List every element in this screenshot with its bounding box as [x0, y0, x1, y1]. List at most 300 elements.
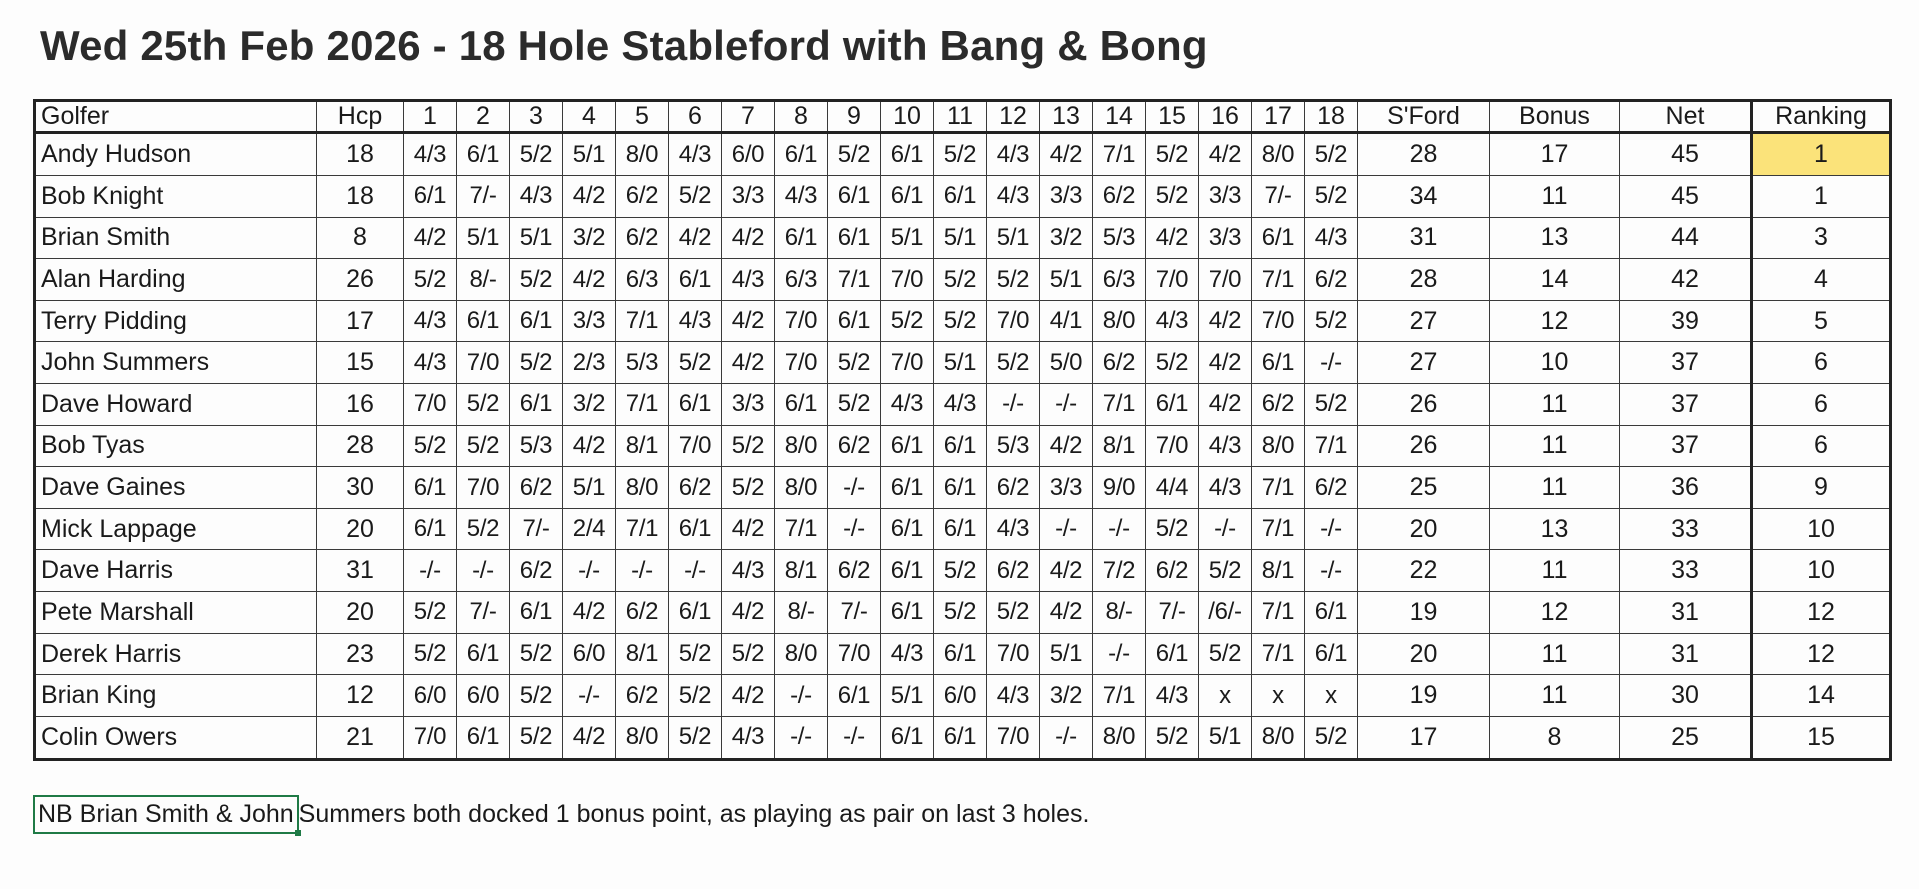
- golfer-cell: John Summers: [35, 342, 317, 384]
- hole-17-cell: 8/0: [1252, 133, 1305, 176]
- hole-8-cell: 6/1: [775, 133, 828, 176]
- hole-13-cell: 3/3: [1040, 176, 1093, 218]
- hole-6-cell: 6/2: [669, 467, 722, 509]
- hole-7-cell: 4/2: [722, 508, 775, 550]
- header-18: 18: [1305, 101, 1358, 133]
- hole-1-cell: 5/2: [404, 425, 457, 467]
- hole-7-cell: 3/3: [722, 384, 775, 426]
- hcp-cell: 23: [317, 633, 404, 675]
- hole-15-cell: 6/2: [1146, 550, 1199, 592]
- hole-9-cell: 7/1: [828, 259, 881, 301]
- hole-14-cell: -/-: [1093, 633, 1146, 675]
- hole-5-cell: 6/2: [616, 675, 669, 717]
- bonus-cell: 17: [1490, 133, 1620, 176]
- hole-11-cell: 5/2: [934, 550, 987, 592]
- hole-2-cell: 7/0: [457, 342, 510, 384]
- hole-8-cell: 6/1: [775, 384, 828, 426]
- hole-6-cell: -/-: [669, 550, 722, 592]
- hole-16-cell: 5/1: [1199, 716, 1252, 759]
- hole-15-cell: 4/3: [1146, 300, 1199, 342]
- hole-14-cell: 6/2: [1093, 176, 1146, 218]
- ranking-cell: 10: [1752, 550, 1891, 592]
- hole-12-cell: 6/2: [987, 467, 1040, 509]
- hole-11-cell: 5/2: [934, 133, 987, 176]
- hole-17-cell: 8/0: [1252, 716, 1305, 759]
- hole-5-cell: 6/3: [616, 259, 669, 301]
- hole-17-cell: 8/0: [1252, 425, 1305, 467]
- bonus-cell: 11: [1490, 176, 1620, 218]
- selection-handle[interactable]: [295, 830, 301, 836]
- hole-9-cell: 6/2: [828, 425, 881, 467]
- sford-cell: 27: [1358, 300, 1490, 342]
- hole-11-cell: 5/2: [934, 592, 987, 634]
- hole-4-cell: 6/0: [563, 633, 616, 675]
- hole-2-cell: 7/-: [457, 592, 510, 634]
- hole-8-cell: 4/3: [775, 176, 828, 218]
- hole-18-cell: 5/2: [1305, 716, 1358, 759]
- hole-10-cell: 5/1: [881, 675, 934, 717]
- ranking-cell: 14: [1752, 675, 1891, 717]
- hcp-cell: 26: [317, 259, 404, 301]
- hole-5-cell: 6/2: [616, 217, 669, 259]
- hole-6-cell: 4/2: [669, 217, 722, 259]
- hole-17-cell: 6/1: [1252, 342, 1305, 384]
- hole-3-cell: 5/2: [510, 675, 563, 717]
- hole-17-cell: 7/0: [1252, 300, 1305, 342]
- hole-7-cell: 5/2: [722, 425, 775, 467]
- hole-1-cell: 6/1: [404, 467, 457, 509]
- header-16: 16: [1199, 101, 1252, 133]
- bonus-cell: 10: [1490, 342, 1620, 384]
- hole-3-cell: 5/2: [510, 259, 563, 301]
- hole-1-cell: 7/0: [404, 384, 457, 426]
- hcp-cell: 31: [317, 550, 404, 592]
- hole-13-cell: 4/2: [1040, 133, 1093, 176]
- footnote-text: Summers both docked 1 bonus point, as playing as pair on last 3 holes.: [298, 800, 1090, 828]
- hole-15-cell: 5/2: [1146, 716, 1199, 759]
- hole-14-cell: 7/2: [1093, 550, 1146, 592]
- hole-17-cell: 8/1: [1252, 550, 1305, 592]
- hcp-cell: 21: [317, 716, 404, 759]
- hole-14-cell: 5/3: [1093, 217, 1146, 259]
- hole-4-cell: 2/3: [563, 342, 616, 384]
- hole-15-cell: 4/3: [1146, 675, 1199, 717]
- golfer-cell: Brian King: [35, 675, 317, 717]
- hole-6-cell: 7/0: [669, 425, 722, 467]
- bonus-cell: 8: [1490, 716, 1620, 759]
- hole-16-cell: -/-: [1199, 508, 1252, 550]
- table-row: [35, 342, 1891, 384]
- hole-9-cell: 5/2: [828, 133, 881, 176]
- hole-16-cell: 4/2: [1199, 300, 1252, 342]
- golfer-cell: Mick Lappage: [35, 508, 317, 550]
- hole-8-cell: 6/3: [775, 259, 828, 301]
- golfer-cell: Colin Owers: [35, 716, 317, 759]
- bonus-cell: 13: [1490, 217, 1620, 259]
- hole-1-cell: 7/0: [404, 716, 457, 759]
- hole-3-cell: 4/3: [510, 176, 563, 218]
- sford-cell: 17: [1358, 716, 1490, 759]
- header-11: 11: [934, 101, 987, 133]
- net-cell: 42: [1620, 259, 1752, 301]
- hole-10-cell: 6/1: [881, 425, 934, 467]
- hole-7-cell: 4/2: [722, 300, 775, 342]
- hole-2-cell: 5/2: [457, 425, 510, 467]
- sford-cell: 26: [1358, 384, 1490, 426]
- hole-4-cell: -/-: [563, 550, 616, 592]
- hole-10-cell: 6/1: [881, 592, 934, 634]
- hole-12-cell: 6/2: [987, 550, 1040, 592]
- golfer-cell: Dave Gaines: [35, 467, 317, 509]
- hole-14-cell: -/-: [1093, 508, 1146, 550]
- hole-6-cell: 6/1: [669, 259, 722, 301]
- hole-13-cell: 5/0: [1040, 342, 1093, 384]
- hole-14-cell: 6/3: [1093, 259, 1146, 301]
- hole-2-cell: 6/0: [457, 675, 510, 717]
- header-row: [35, 101, 1891, 133]
- hole-9-cell: 6/1: [828, 176, 881, 218]
- hole-12-cell: 5/2: [987, 259, 1040, 301]
- hole-4-cell: 2/4: [563, 508, 616, 550]
- hole-1-cell: 4/3: [404, 300, 457, 342]
- table-row: [35, 716, 1891, 759]
- hole-4-cell: 5/1: [563, 133, 616, 176]
- hole-4-cell: 4/2: [563, 176, 616, 218]
- hole-12-cell: 4/3: [987, 675, 1040, 717]
- hole-11-cell: 6/0: [934, 675, 987, 717]
- hole-16-cell: 5/2: [1199, 633, 1252, 675]
- hole-2-cell: 5/2: [457, 508, 510, 550]
- hole-13-cell: -/-: [1040, 716, 1093, 759]
- hole-17-cell: 7/1: [1252, 592, 1305, 634]
- table-row: [35, 133, 1891, 176]
- net-cell: 37: [1620, 425, 1752, 467]
- hcp-cell: 16: [317, 384, 404, 426]
- hole-4-cell: 3/3: [563, 300, 616, 342]
- scores-table: [33, 99, 1892, 761]
- sford-cell: 26: [1358, 425, 1490, 467]
- hole-10-cell: 6/1: [881, 133, 934, 176]
- hole-18-cell: 5/2: [1305, 300, 1358, 342]
- hole-17-cell: 7/1: [1252, 259, 1305, 301]
- hole-17-cell: 7/1: [1252, 633, 1305, 675]
- header-14: 14: [1093, 101, 1146, 133]
- hole-11-cell: 6/1: [934, 425, 987, 467]
- ranking-cell: 1: [1752, 176, 1891, 218]
- hole-8-cell: 7/0: [775, 342, 828, 384]
- hole-12-cell: 7/0: [987, 716, 1040, 759]
- ranking-cell: 12: [1752, 633, 1891, 675]
- hole-1-cell: 5/2: [404, 259, 457, 301]
- hole-7-cell: 5/2: [722, 467, 775, 509]
- hcp-cell: 8: [317, 217, 404, 259]
- hole-5-cell: -/-: [616, 550, 669, 592]
- hole-10-cell: 7/0: [881, 259, 934, 301]
- header-net: Net: [1620, 101, 1752, 133]
- hole-13-cell: 5/1: [1040, 259, 1093, 301]
- hole-3-cell: 5/1: [510, 217, 563, 259]
- hole-8-cell: 8/0: [775, 633, 828, 675]
- hole-6-cell: 6/1: [669, 508, 722, 550]
- hole-17-cell: 7/-: [1252, 176, 1305, 218]
- hole-3-cell: 6/1: [510, 592, 563, 634]
- hole-2-cell: 6/1: [457, 633, 510, 675]
- golfer-cell: Derek Harris: [35, 633, 317, 675]
- hole-12-cell: 7/0: [987, 300, 1040, 342]
- hole-10-cell: 6/1: [881, 176, 934, 218]
- header-4: 4: [563, 101, 616, 133]
- header-1: 1: [404, 101, 457, 133]
- hole-6-cell: 5/2: [669, 176, 722, 218]
- hole-10-cell: 5/2: [881, 300, 934, 342]
- table-row: [35, 633, 1891, 675]
- hole-16-cell: x: [1199, 675, 1252, 717]
- sford-cell: 28: [1358, 133, 1490, 176]
- hole-5-cell: 8/0: [616, 467, 669, 509]
- table-row: [35, 259, 1891, 301]
- hole-1-cell: 6/0: [404, 675, 457, 717]
- hole-15-cell: 7/-: [1146, 592, 1199, 634]
- header-7: 7: [722, 101, 775, 133]
- bonus-cell: 11: [1490, 633, 1620, 675]
- hole-14-cell: 8/-: [1093, 592, 1146, 634]
- bonus-cell: 11: [1490, 467, 1620, 509]
- hole-13-cell: 3/2: [1040, 675, 1093, 717]
- hole-15-cell: 7/0: [1146, 425, 1199, 467]
- table-row: [35, 425, 1891, 467]
- bonus-cell: 12: [1490, 592, 1620, 634]
- hcp-cell: 20: [317, 508, 404, 550]
- hole-13-cell: -/-: [1040, 384, 1093, 426]
- ranking-cell: 15: [1752, 716, 1891, 759]
- golfer-cell: Bob Tyas: [35, 425, 317, 467]
- hole-6-cell: 5/2: [669, 633, 722, 675]
- hole-12-cell: 5/1: [987, 217, 1040, 259]
- bonus-cell: 12: [1490, 300, 1620, 342]
- hole-3-cell: 5/2: [510, 342, 563, 384]
- hole-13-cell: 4/2: [1040, 550, 1093, 592]
- hole-16-cell: 4/3: [1199, 467, 1252, 509]
- hole-15-cell: 5/2: [1146, 342, 1199, 384]
- hole-18-cell: -/-: [1305, 342, 1358, 384]
- hole-2-cell: 6/1: [457, 300, 510, 342]
- sford-cell: 27: [1358, 342, 1490, 384]
- hole-5-cell: 6/2: [616, 592, 669, 634]
- hole-4-cell: 4/2: [563, 592, 616, 634]
- sford-cell: 20: [1358, 508, 1490, 550]
- hole-13-cell: 4/2: [1040, 592, 1093, 634]
- hole-9-cell: 6/2: [828, 550, 881, 592]
- hole-16-cell: 4/2: [1199, 342, 1252, 384]
- hole-18-cell: 6/1: [1305, 633, 1358, 675]
- footnote: [33, 795, 1089, 834]
- hole-3-cell: 6/2: [510, 467, 563, 509]
- table-row: [35, 300, 1891, 342]
- hole-18-cell: 6/1: [1305, 592, 1358, 634]
- ranking-cell: 4: [1752, 259, 1891, 301]
- hole-6-cell: 5/2: [669, 342, 722, 384]
- golfer-cell: Andy Hudson: [35, 133, 317, 176]
- ranking-cell: 6: [1752, 384, 1891, 426]
- hole-9-cell: 6/1: [828, 300, 881, 342]
- net-cell: 37: [1620, 342, 1752, 384]
- hole-9-cell: -/-: [828, 508, 881, 550]
- table-body: [35, 133, 1891, 760]
- bonus-cell: 13: [1490, 508, 1620, 550]
- hole-1-cell: 6/1: [404, 508, 457, 550]
- hole-6-cell: 6/1: [669, 384, 722, 426]
- hole-14-cell: 9/0: [1093, 467, 1146, 509]
- header-hcp: Hcp: [317, 101, 404, 133]
- hole-12-cell: 4/3: [987, 508, 1040, 550]
- hole-15-cell: 7/0: [1146, 259, 1199, 301]
- header-ranking: Ranking: [1752, 101, 1891, 133]
- hole-9-cell: 6/1: [828, 217, 881, 259]
- header-17: 17: [1252, 101, 1305, 133]
- hole-3-cell: 6/1: [510, 300, 563, 342]
- hole-14-cell: 7/1: [1093, 133, 1146, 176]
- golfer-cell: Alan Harding: [35, 259, 317, 301]
- hole-16-cell: 3/3: [1199, 176, 1252, 218]
- hole-7-cell: 4/3: [722, 259, 775, 301]
- hole-17-cell: 6/1: [1252, 217, 1305, 259]
- hole-7-cell: 4/2: [722, 217, 775, 259]
- hole-7-cell: 4/2: [722, 675, 775, 717]
- net-cell: 36: [1620, 467, 1752, 509]
- hole-16-cell: 3/3: [1199, 217, 1252, 259]
- hole-17-cell: 6/2: [1252, 384, 1305, 426]
- hcp-cell: 17: [317, 300, 404, 342]
- hole-18-cell: 5/2: [1305, 176, 1358, 218]
- hole-1-cell: -/-: [404, 550, 457, 592]
- hole-7-cell: 3/3: [722, 176, 775, 218]
- table-row: [35, 384, 1891, 426]
- hole-6-cell: 4/3: [669, 300, 722, 342]
- header-12: 12: [987, 101, 1040, 133]
- hole-11-cell: 5/1: [934, 217, 987, 259]
- hole-17-cell: x: [1252, 675, 1305, 717]
- sford-cell: 25: [1358, 467, 1490, 509]
- hole-1-cell: 6/1: [404, 176, 457, 218]
- header-13: 13: [1040, 101, 1093, 133]
- hcp-cell: 12: [317, 675, 404, 717]
- hole-14-cell: 8/1: [1093, 425, 1146, 467]
- hole-7-cell: 4/3: [722, 550, 775, 592]
- ranking-cell: 6: [1752, 342, 1891, 384]
- hole-16-cell: /6/-: [1199, 592, 1252, 634]
- table-row: [35, 467, 1891, 509]
- hole-11-cell: 5/2: [934, 259, 987, 301]
- hole-10-cell: 6/1: [881, 550, 934, 592]
- hole-13-cell: 5/1: [1040, 633, 1093, 675]
- hole-5-cell: 6/2: [616, 176, 669, 218]
- hcp-cell: 18: [317, 176, 404, 218]
- net-cell: 45: [1620, 176, 1752, 218]
- hole-16-cell: 5/2: [1199, 550, 1252, 592]
- golfer-cell: Terry Pidding: [35, 300, 317, 342]
- hole-10-cell: 6/1: [881, 508, 934, 550]
- hole-6-cell: 5/2: [669, 716, 722, 759]
- hole-8-cell: 8/-: [775, 592, 828, 634]
- hole-15-cell: 4/4: [1146, 467, 1199, 509]
- header-5: 5: [616, 101, 669, 133]
- hole-9-cell: -/-: [828, 716, 881, 759]
- hole-2-cell: -/-: [457, 550, 510, 592]
- hole-5-cell: 7/1: [616, 508, 669, 550]
- hole-5-cell: 7/1: [616, 384, 669, 426]
- sford-cell: 31: [1358, 217, 1490, 259]
- hcp-cell: 30: [317, 467, 404, 509]
- header-golfer: Golfer: [35, 101, 317, 133]
- header-2: 2: [457, 101, 510, 133]
- selected-cell-text[interactable]: [33, 795, 299, 834]
- hole-3-cell: 6/1: [510, 384, 563, 426]
- hole-3-cell: 5/2: [510, 716, 563, 759]
- ranking-cell: 1: [1752, 133, 1891, 176]
- hole-18-cell: -/-: [1305, 508, 1358, 550]
- hole-4-cell: 3/2: [563, 384, 616, 426]
- hole-9-cell: 6/1: [828, 675, 881, 717]
- hole-11-cell: 6/1: [934, 508, 987, 550]
- net-cell: 33: [1620, 550, 1752, 592]
- hole-18-cell: 6/2: [1305, 467, 1358, 509]
- hole-10-cell: 5/1: [881, 217, 934, 259]
- hole-4-cell: 4/2: [563, 425, 616, 467]
- golfer-cell: Dave Howard: [35, 384, 317, 426]
- net-cell: 37: [1620, 384, 1752, 426]
- hole-15-cell: 6/1: [1146, 633, 1199, 675]
- sford-cell: 22: [1358, 550, 1490, 592]
- net-cell: 30: [1620, 675, 1752, 717]
- hole-17-cell: 7/1: [1252, 508, 1305, 550]
- table-row: [35, 675, 1891, 717]
- hole-2-cell: 6/1: [457, 133, 510, 176]
- hole-10-cell: 6/1: [881, 716, 934, 759]
- sford-cell: 28: [1358, 259, 1490, 301]
- hole-13-cell: 4/2: [1040, 425, 1093, 467]
- hole-10-cell: 7/0: [881, 342, 934, 384]
- header-6: 6: [669, 101, 722, 133]
- hole-7-cell: 4/2: [722, 592, 775, 634]
- hole-5-cell: 7/1: [616, 300, 669, 342]
- net-cell: 44: [1620, 217, 1752, 259]
- hole-5-cell: 8/0: [616, 133, 669, 176]
- hole-3-cell: 5/3: [510, 425, 563, 467]
- header-10: 10: [881, 101, 934, 133]
- selected-text: NB Brian Smith & John: [38, 800, 294, 828]
- hole-18-cell: 7/1: [1305, 425, 1358, 467]
- hole-1-cell: 4/3: [404, 342, 457, 384]
- hole-14-cell: 7/1: [1093, 384, 1146, 426]
- net-cell: 39: [1620, 300, 1752, 342]
- sford-cell: 20: [1358, 633, 1490, 675]
- net-cell: 31: [1620, 592, 1752, 634]
- hole-1-cell: 5/2: [404, 633, 457, 675]
- hole-14-cell: 6/2: [1093, 342, 1146, 384]
- hole-4-cell: 4/2: [563, 259, 616, 301]
- header-8: 8: [775, 101, 828, 133]
- hole-15-cell: 5/2: [1146, 176, 1199, 218]
- hole-3-cell: 5/2: [510, 133, 563, 176]
- hole-16-cell: 7/0: [1199, 259, 1252, 301]
- net-cell: 33: [1620, 508, 1752, 550]
- hole-13-cell: 3/2: [1040, 217, 1093, 259]
- hole-8-cell: 7/0: [775, 300, 828, 342]
- bonus-cell: 14: [1490, 259, 1620, 301]
- hole-1-cell: 4/3: [404, 133, 457, 176]
- hole-16-cell: 4/2: [1199, 384, 1252, 426]
- hole-14-cell: 8/0: [1093, 716, 1146, 759]
